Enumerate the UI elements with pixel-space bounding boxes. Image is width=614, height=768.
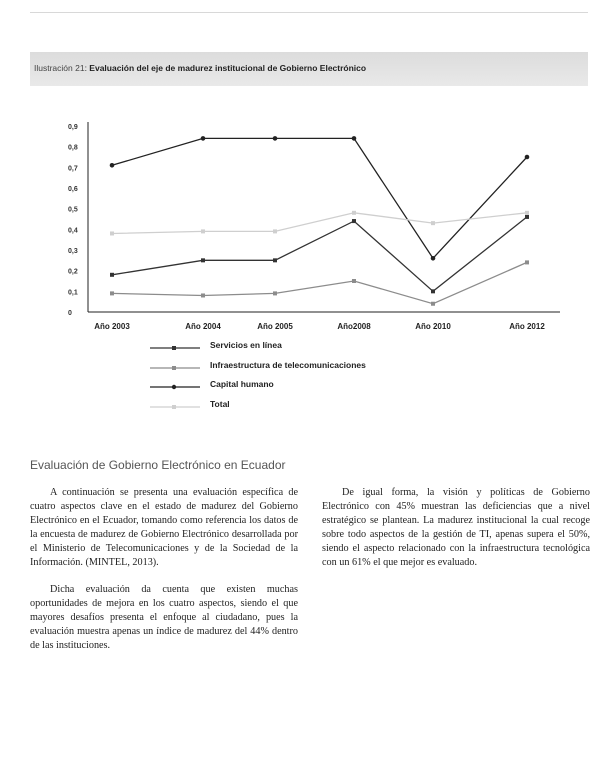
y-tick-label: 0,1	[68, 289, 78, 297]
data-point	[352, 211, 356, 215]
paragraph: Dicha evaluación da cuenta que existen muchas oportunidades de mejora en los cuatro aspectos, siendo el que mayores desafíos presenta el enfoque al ciudadano, pues la evaluación muestra apenas un índice de madurez del 44% dentro de las instituciones.	[30, 583, 298, 651]
figure-caption	[34, 63, 366, 73]
series-line	[112, 217, 527, 291]
legend-label: Infraestructura de telecomunicaciones	[210, 359, 366, 370]
data-point	[525, 260, 529, 264]
data-point	[431, 221, 435, 225]
data-point	[431, 256, 436, 261]
text-column-right	[322, 486, 590, 583]
series-line	[112, 138, 527, 258]
data-point	[110, 163, 115, 168]
data-point	[525, 211, 529, 215]
caption-separator: :	[84, 63, 90, 73]
y-tick-label: 0,7	[68, 165, 78, 173]
data-point	[525, 215, 529, 219]
figure-caption-title: Evaluación del eje de madurez institucional de Gobierno Electrónico	[89, 63, 367, 73]
legend-swatch-capital	[150, 382, 200, 392]
data-point	[110, 273, 114, 277]
chart-legend	[150, 340, 450, 418]
y-tick-label: 0,4	[68, 227, 78, 235]
x-tick-label: Año 2012	[509, 322, 545, 331]
legend-swatch-servicios	[150, 343, 200, 353]
text-column-left	[30, 486, 298, 665]
x-tick-label: Año 2004	[185, 322, 221, 331]
data-point	[273, 136, 278, 141]
y-tick-label: 0,3	[68, 248, 78, 255]
data-point	[201, 229, 205, 233]
x-tick-label: Año2008	[337, 322, 371, 331]
legend-label: Total	[210, 398, 230, 409]
data-point	[431, 302, 435, 306]
legend-swatch-total	[150, 402, 200, 412]
data-point	[273, 291, 277, 295]
data-point	[352, 219, 356, 223]
data-point	[525, 155, 530, 160]
x-tick-label: Año 2010	[415, 322, 451, 331]
legend-label: Capital humano	[210, 379, 274, 389]
data-point	[201, 136, 206, 141]
y-tick-label: 0,8	[68, 144, 78, 152]
paragraph: A continuación se presenta una evaluación específica de cuatro aspectos clave en el estado de madurez del Gobierno Electrónico en el Ecuador, tomando como referencia los datos de la encuesta de madurez de Gobierno Electrónico desarrollada por el Ministerio de Telecomunicaciones y de la Sociedad de la Información. (MINTEL, 2013).	[30, 487, 298, 569]
legend-label: Servicios en línea	[210, 340, 282, 350]
y-tick-label: 0	[68, 310, 72, 317]
x-tick-label: Año 2005	[257, 322, 293, 331]
data-point	[431, 289, 435, 293]
top-rule	[30, 12, 588, 13]
data-point	[352, 136, 357, 141]
line-chart	[0, 100, 614, 335]
y-tick-label: 0,9	[68, 124, 78, 131]
legend-swatch-infraestructura	[150, 363, 200, 373]
data-point	[110, 291, 114, 295]
data-point	[201, 293, 205, 297]
data-point	[352, 279, 356, 283]
data-point	[273, 229, 277, 233]
paragraph: De igual forma, la visión y políticas de Gobierno Electrónico con 45% muestran las deficiencias que a nivel estratégico se plantean. La madurez institucional la cual recoge sobre todo aspectos de la gestión de TI, apenas supera el 50%, siendo el aspecto relacionado con la infraestructura tecnológica con un 61% el que mejor es evaluado.	[322, 487, 590, 569]
y-tick-label: 0,5	[68, 206, 78, 214]
x-tick-label: Año 2003	[94, 322, 130, 331]
legend-item	[150, 379, 450, 399]
data-point	[110, 231, 114, 235]
legend-item	[150, 360, 450, 380]
legend-item	[150, 399, 450, 419]
data-point	[201, 258, 205, 262]
figure-caption-prefix: Ilustración 21	[34, 63, 85, 73]
y-tick-label: 0,2	[68, 268, 78, 276]
y-tick-label: 0,6	[68, 186, 78, 193]
legend-item	[150, 340, 450, 360]
series-line	[112, 262, 527, 303]
data-point	[273, 258, 277, 262]
section-heading: Evaluación de Gobierno Electrónico en Ecuador	[30, 458, 286, 472]
